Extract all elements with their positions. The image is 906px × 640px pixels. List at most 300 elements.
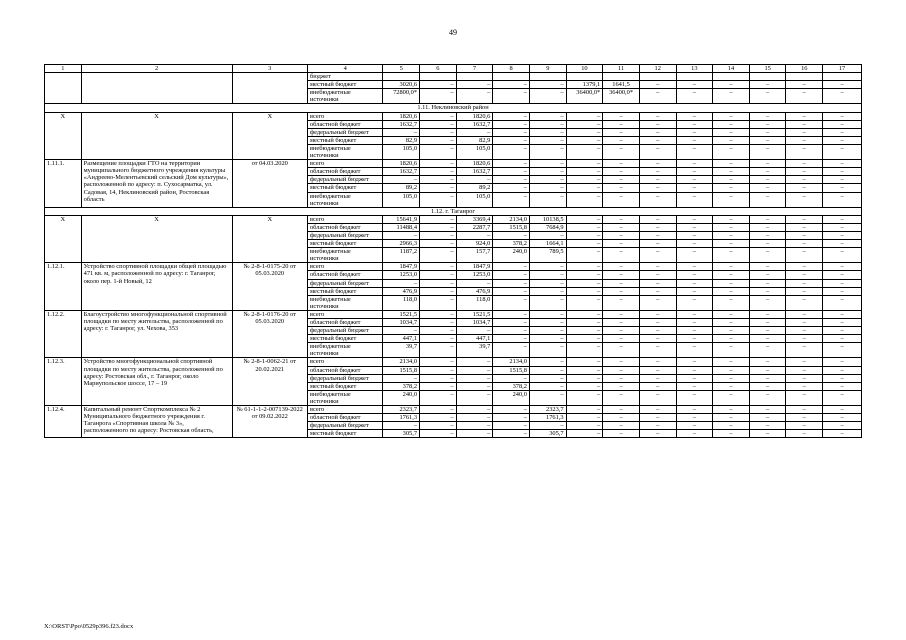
value-cell: – [786,223,823,231]
value-cell: 240,0 [493,390,530,405]
value-cell: – [566,144,603,159]
value-cell: – [749,184,786,192]
value-cell: – [676,358,713,366]
funding-source-cell: местный бюджет [307,287,382,295]
value-cell: – [786,343,823,358]
value-cell: 1820,6 [456,112,493,120]
value-cell: 240,0 [383,390,420,405]
empty-cell [45,73,82,104]
value-cell [713,73,750,81]
value-cell: – [566,215,603,223]
value-cell: – [713,382,750,390]
value-cell: – [749,366,786,374]
value-cell: – [529,335,566,343]
value-cell: 89,2 [383,184,420,192]
value-cell: – [786,192,823,207]
value-cell: 2134,0 [493,358,530,366]
value-cell: – [639,231,676,239]
value-cell: – [823,430,862,438]
value-cell: – [713,160,750,168]
value-cell: – [420,144,457,159]
value-cell: – [603,406,640,414]
value-cell: – [749,240,786,248]
value-cell: 924,0 [456,240,493,248]
value-cell: – [713,248,750,263]
value-cell: – [713,176,750,184]
value-cell: – [603,319,640,327]
value-cell: – [823,366,862,374]
value-cell: – [420,310,457,318]
value-cell: – [529,382,566,390]
value-cell: – [823,81,862,89]
value-cell: 1187,2 [383,248,420,263]
value-cell: – [823,144,862,159]
value-cell: – [603,136,640,144]
value-cell: – [749,81,786,89]
value-cell: – [676,160,713,168]
value-cell: – [566,263,603,271]
value-cell: – [823,335,862,343]
value-cell: – [713,223,750,231]
empty-cell [81,73,232,104]
value-cell: – [786,374,823,382]
value-cell: – [566,112,603,120]
value-cell: – [603,390,640,405]
value-cell: – [493,430,530,438]
value-cell: – [420,248,457,263]
value-cell: – [786,160,823,168]
value-cell: – [639,366,676,374]
value-cell: – [749,430,786,438]
funding-source-cell: всего [307,310,382,318]
value-cell: – [493,295,530,310]
value-cell: – [603,120,640,128]
value-cell: – [456,366,493,374]
value-cell: – [420,168,457,176]
value-cell: – [420,422,457,430]
value-cell: – [420,295,457,310]
value-cell: – [676,414,713,422]
value-cell: – [823,343,862,358]
value-cell: – [420,176,457,184]
value-cell: 2134,0 [383,358,420,366]
value-cell: – [713,327,750,335]
value-cell: – [749,414,786,422]
value-cell: – [456,422,493,430]
value-cell [749,73,786,81]
value-cell: – [420,128,457,136]
value-cell: – [713,144,750,159]
value-cell: – [603,192,640,207]
column-number-header: 4 [307,65,382,73]
column-number-header: 15 [749,65,786,73]
funding-source-cell: областной бюджет [307,223,382,231]
value-cell: – [420,89,457,104]
value-cell: – [383,176,420,184]
value-cell: 1820,6 [383,112,420,120]
column-number-header: 9 [529,65,566,73]
value-cell: 2323,7 [529,406,566,414]
value-cell: – [456,390,493,405]
value-cell: – [420,223,457,231]
value-cell: – [529,184,566,192]
value-cell: – [676,120,713,128]
value-cell: – [493,406,530,414]
value-cell: – [786,263,823,271]
value-cell: – [603,128,640,136]
value-cell: – [823,310,862,318]
value-cell: – [786,382,823,390]
value-cell: – [823,184,862,192]
value-cell: – [420,390,457,405]
value-cell: – [529,358,566,366]
value-cell: – [529,422,566,430]
value-cell [456,73,493,81]
funding-source-cell: областной бюджет [307,319,382,327]
value-cell [639,73,676,81]
value-cell: – [456,81,493,89]
value-cell: – [603,248,640,263]
value-cell: 1515,8 [493,223,530,231]
funding-source-cell: федеральный бюджет [307,279,382,287]
value-cell: – [713,192,750,207]
item-name-cell: Благоустройство многофункциональной спортивной площадки по месту жительства, расположенной по адресу: г. Таганрог, ул. Чехова, 353 [81,310,232,358]
value-cell: – [529,310,566,318]
value-cell: – [823,223,862,231]
value-cell: – [713,343,750,358]
value-cell: – [713,120,750,128]
value-cell: – [529,81,566,89]
value-cell: – [493,271,530,279]
value-cell: – [566,120,603,128]
value-cell: – [493,192,530,207]
value-cell: – [566,382,603,390]
value-cell: – [639,374,676,382]
funding-source-cell: федеральный бюджет [307,176,382,184]
funding-source-cell: внебюджетные источники [307,144,382,159]
value-cell: – [456,414,493,422]
value-cell: – [493,422,530,430]
value-cell: – [823,327,862,335]
value-cell: – [420,231,457,239]
value-cell: – [639,192,676,207]
value-cell: – [639,112,676,120]
value-cell: – [566,160,603,168]
value-cell: – [529,343,566,358]
value-cell: – [529,295,566,310]
value-cell: – [456,176,493,184]
value-cell: – [786,120,823,128]
value-cell: – [639,279,676,287]
item-name-cell: Капитальный ремонт Спорткомплекса № 2 Муниципального бюджетного учреждения г. Таганрога «Спортивная школа № 3», расположенного по адресу: Ростовская область, [81,406,232,438]
value-cell: – [823,406,862,414]
funding-source-cell: федеральный бюджет [307,128,382,136]
value-cell: 476,9 [383,287,420,295]
value-cell [529,73,566,81]
value-cell: – [566,192,603,207]
value-cell: – [383,279,420,287]
value-cell: – [566,231,603,239]
value-cell: – [493,120,530,128]
value-cell: – [823,422,862,430]
value-cell: – [566,327,603,335]
value-cell: 1632,7 [456,168,493,176]
section-row [45,207,862,215]
funding-source-cell: внебюджетные источники [307,192,382,207]
table-row [45,112,862,120]
value-cell [383,73,420,81]
value-cell: – [420,192,457,207]
value-cell: – [639,422,676,430]
value-cell: – [786,406,823,414]
value-cell: – [749,327,786,335]
value-cell: 2323,7 [383,406,420,414]
value-cell: – [603,335,640,343]
value-cell: – [456,128,493,136]
value-cell: – [566,343,603,358]
value-cell: – [493,279,530,287]
value-cell: – [493,144,530,159]
value-cell: – [383,327,420,335]
value-cell: – [493,89,530,104]
value-cell: – [749,223,786,231]
value-cell: – [676,279,713,287]
value-cell: – [420,81,457,89]
value-cell: – [639,89,676,104]
value-cell: – [713,366,750,374]
table-row [45,263,862,271]
value-cell: – [676,430,713,438]
value-cell: 118,0 [383,295,420,310]
value-cell: – [566,176,603,184]
column-number-header: 16 [786,65,823,73]
value-cell: 89,2 [456,184,493,192]
value-cell: – [420,287,457,295]
value-cell: – [456,327,493,335]
value-cell: – [749,279,786,287]
value-cell: – [639,335,676,343]
value-cell: – [823,176,862,184]
value-cell: – [420,319,457,327]
value-cell: – [676,335,713,343]
value-cell [566,73,603,81]
value-cell: 1632,7 [456,120,493,128]
value-cell [493,73,530,81]
value-cell: – [493,231,530,239]
value-cell: – [529,136,566,144]
value-cell: 105,0 [383,144,420,159]
value-cell: – [713,374,750,382]
value-cell: 378,2 [493,382,530,390]
value-cell: – [713,128,750,136]
item-name-cell: X [81,112,232,160]
value-cell: – [603,382,640,390]
value-cell: 1761,3 [529,414,566,422]
value-cell: 789,5 [529,248,566,263]
value-cell: – [420,358,457,366]
value-cell: 39,7 [383,343,420,358]
value-cell: – [639,390,676,405]
value-cell: 72800,0* [383,89,420,104]
value-cell: – [749,295,786,310]
value-cell: – [786,390,823,405]
value-cell: – [823,89,862,104]
value-cell: – [713,310,750,318]
document-ref-cell: № 2-8-1-0175-20 от 05.03.2020 [232,263,307,311]
value-cell: 36400,0* [603,89,640,104]
document-ref-cell: № 61-1-1-2-007139-2022 от 09.02.2022 [232,406,307,438]
value-cell: – [603,176,640,184]
value-cell: – [823,248,862,263]
value-cell: 105,0 [456,192,493,207]
value-cell: – [676,327,713,335]
value-cell: – [420,279,457,287]
value-cell: 305,7 [529,430,566,438]
value-cell: 1521,5 [383,310,420,318]
value-cell: – [676,176,713,184]
value-cell: – [786,366,823,374]
value-cell: – [603,327,640,335]
section-row [45,104,862,112]
value-cell: – [749,112,786,120]
value-cell: – [493,168,530,176]
value-cell: – [639,343,676,358]
value-cell: – [420,414,457,422]
value-cell [786,73,823,81]
value-cell: 378,2 [383,382,420,390]
value-cell: – [713,263,750,271]
document-ref-cell: от 04.03.2020 [232,160,307,208]
value-cell: – [823,271,862,279]
value-cell: – [529,160,566,168]
value-cell: – [639,136,676,144]
value-cell: 1632,7 [383,120,420,128]
value-cell: – [749,271,786,279]
value-cell: – [603,160,640,168]
funding-source-cell: областной бюджет [307,168,382,176]
value-cell: – [566,295,603,310]
column-number-row [45,65,862,73]
value-cell: – [456,382,493,390]
column-number-header: 12 [639,65,676,73]
value-cell: – [529,89,566,104]
value-cell: – [749,406,786,414]
value-cell: – [676,382,713,390]
value-cell: – [786,144,823,159]
value-cell: – [529,128,566,136]
value-cell: – [639,406,676,414]
value-cell: 3020,6 [383,81,420,89]
value-cell: – [823,358,862,366]
value-cell: – [676,422,713,430]
value-cell: – [713,422,750,430]
value-cell: – [823,192,862,207]
value-cell: – [676,295,713,310]
value-cell: – [786,271,823,279]
value-cell: – [566,184,603,192]
value-cell: – [676,112,713,120]
value-cell: 1820,6 [456,160,493,168]
value-cell: – [420,263,457,271]
value-cell: – [639,120,676,128]
value-cell: – [493,136,530,144]
value-cell: 39,7 [456,343,493,358]
value-cell: – [823,215,862,223]
value-cell: – [529,327,566,335]
value-cell: – [603,343,640,358]
item-number-cell: 1.12.3. [45,358,82,406]
value-cell: – [749,319,786,327]
value-cell: – [713,430,750,438]
value-cell: 1664,1 [529,240,566,248]
value-cell: – [823,382,862,390]
value-cell: – [713,390,750,405]
value-cell: – [603,168,640,176]
value-cell: – [823,390,862,405]
value-cell: – [566,168,603,176]
column-number-header: 11 [603,65,640,73]
value-cell: – [603,310,640,318]
value-cell: – [823,263,862,271]
section-title: 1.12. г. Таганрог [45,207,862,215]
value-cell: – [383,128,420,136]
value-cell: – [676,271,713,279]
table-row [45,160,862,168]
value-cell: – [420,343,457,358]
table-row [45,73,862,81]
funding-source-cell: внебюджетные источники [307,295,382,310]
value-cell: – [420,160,457,168]
value-cell: – [823,112,862,120]
value-cell: – [529,168,566,176]
value-cell: – [676,310,713,318]
value-cell: – [823,128,862,136]
value-cell: – [639,176,676,184]
value-cell: 1515,8 [493,366,530,374]
value-cell: – [676,136,713,144]
value-cell: – [713,215,750,223]
value-cell: – [823,287,862,295]
document-ref-cell: X [232,112,307,160]
funding-source-cell: всего [307,406,382,414]
column-number-header: 1 [45,65,82,73]
value-cell: – [529,366,566,374]
funding-source-cell: всего [307,215,382,223]
value-cell: – [383,422,420,430]
value-cell: 105,0 [456,144,493,159]
value-cell: – [566,240,603,248]
value-cell: – [566,390,603,405]
value-cell: – [456,89,493,104]
funding-source-cell: федеральный бюджет [307,231,382,239]
value-cell: – [566,406,603,414]
document-ref-cell: № 2-8-1-0062-21 от 20.02.2021 [232,358,307,406]
value-cell: 10138,5 [529,215,566,223]
value-cell: – [713,240,750,248]
funding-table [44,64,862,438]
value-cell: – [456,279,493,287]
value-cell: – [713,136,750,144]
value-cell [420,73,457,81]
value-cell: – [493,319,530,327]
value-cell: – [749,168,786,176]
value-cell [603,73,640,81]
value-cell: – [639,327,676,335]
value-cell: – [786,215,823,223]
value-cell: – [493,184,530,192]
value-cell: – [529,319,566,327]
column-number-header: 10 [566,65,603,73]
